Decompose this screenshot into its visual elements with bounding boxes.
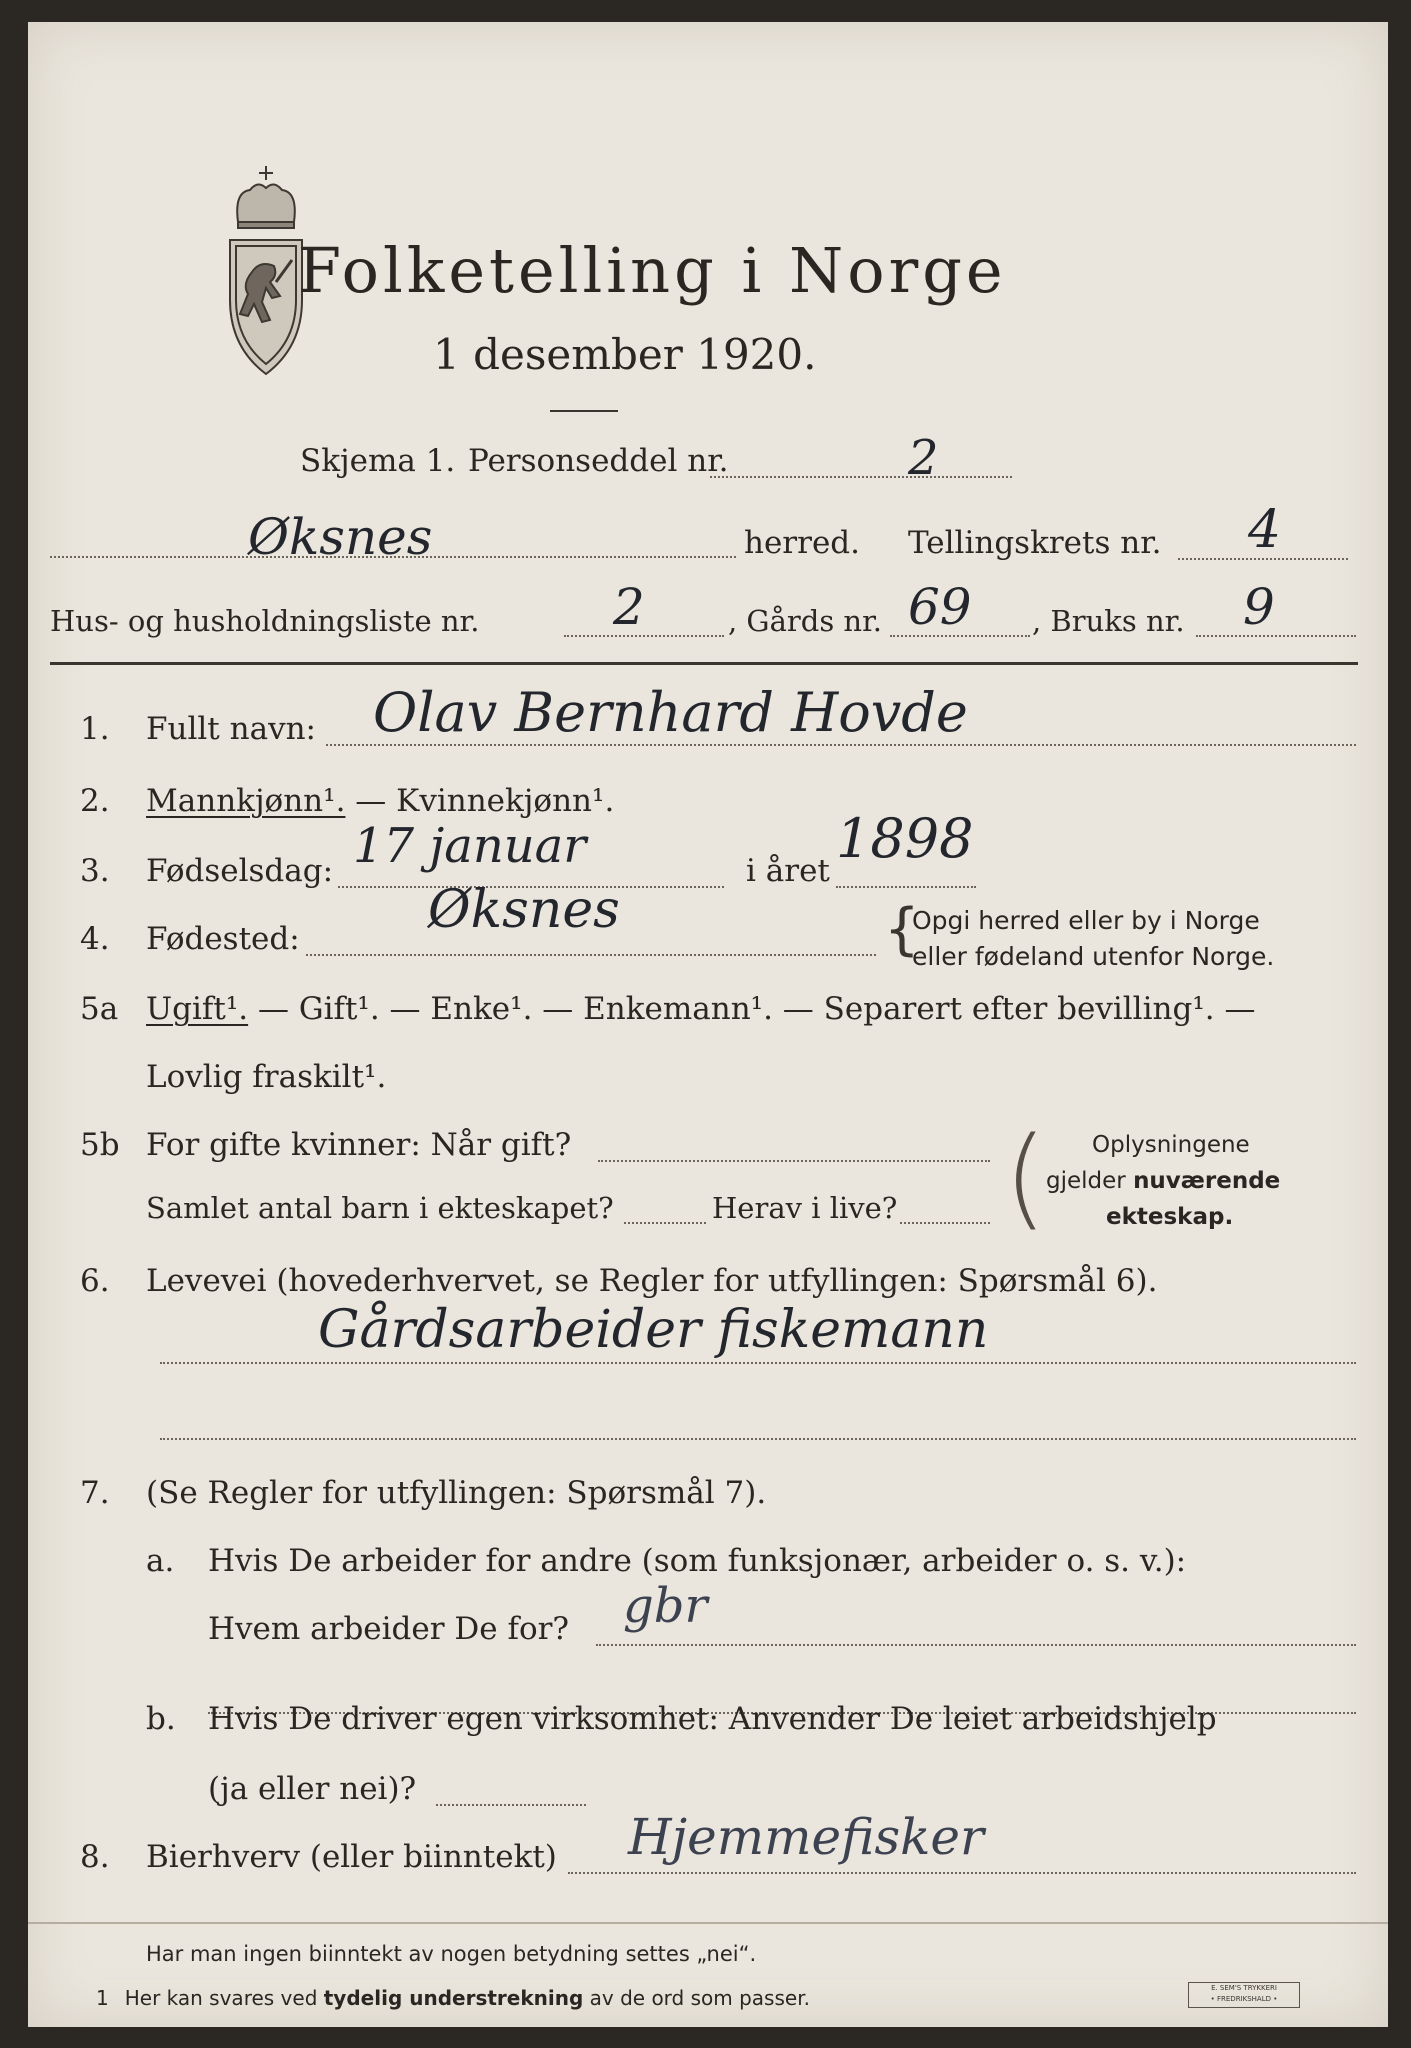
q4-brace: { <box>884 897 920 962</box>
herred-label: herred. <box>744 525 860 561</box>
q5b-note2a: gjelder <box>1046 1168 1134 1194</box>
q2-mann[interactable]: Mannkjønn¹. <box>146 783 346 819</box>
q4-value: Øksnes <box>428 880 620 940</box>
q4-label: Fødested: <box>146 921 300 957</box>
q3-aaret-field[interactable] <box>836 886 976 888</box>
q7a-value: gbr <box>623 1578 708 1634</box>
q5b-label1: For gifte kvinner: Når gift? <box>146 1127 572 1163</box>
q5b-barn-field[interactable] <box>624 1222 706 1224</box>
q5b-note2b: nuværende <box>1133 1168 1281 1194</box>
footnote-b: tydelig understrekning <box>323 1986 584 2010</box>
gards-value: 69 <box>908 578 972 636</box>
q5b-label3: Herav i live? <box>712 1191 898 1225</box>
q5b-label2: Samlet antal barn i ekteskapet? <box>146 1191 614 1225</box>
q5a-options <box>146 991 1256 1027</box>
personseddel-value: 2 <box>908 430 939 486</box>
q2-options <box>146 783 615 819</box>
q5b-naar-gift-field[interactable] <box>598 1160 990 1162</box>
q5b-number: 5b <box>80 1127 120 1163</box>
q8-label: Bierhverv (eller biinntekt) <box>146 1839 557 1875</box>
q8-value: Hjemmefisker <box>628 1808 984 1866</box>
q8-field[interactable] <box>568 1872 1356 1874</box>
q7b-question: (ja eller nei)? <box>208 1771 417 1807</box>
q5b-brace: ( <box>1004 1113 1047 1241</box>
q7-label: (Se Regler for utfyllingen: Spørsmål 7). <box>146 1475 767 1511</box>
q1-label: Fullt navn: <box>146 711 316 747</box>
bruks-label: , Bruks nr. <box>1032 604 1185 638</box>
q3-aaret-label: i året <box>746 853 830 889</box>
q5b-live-field[interactable] <box>900 1222 990 1224</box>
tellingskrets-label: Tellingskrets nr. <box>908 525 1162 561</box>
q3-label: Fødselsdag: <box>146 853 334 889</box>
q7b-field[interactable] <box>436 1804 586 1806</box>
q2-sep: — <box>345 783 397 819</box>
header-rule <box>50 662 1358 665</box>
q5a-number: 5a <box>80 991 119 1027</box>
footnote-number: 1 <box>96 1986 109 2010</box>
hus-label: Hus- og husholdningsliste nr. <box>50 604 480 638</box>
q6-label: Levevei (hovederhvervet, se Regler for utfyllingen: Spørsmål 6). <box>146 1263 1158 1299</box>
printer-stamp <box>1188 1982 1300 2008</box>
q8-number: 8. <box>80 1839 110 1875</box>
q1-value: Olav Bernhard Hovde <box>373 681 968 744</box>
q3-value: 17 januar <box>353 818 587 874</box>
footnote-c: av de ord som passer. <box>583 1986 810 2010</box>
bruks-value: 9 <box>1243 578 1275 636</box>
printer-line2: • FREDRIKSHALD • <box>1210 1995 1278 2003</box>
q7-number: 7. <box>80 1475 110 1511</box>
q6-field-2[interactable] <box>160 1438 1356 1440</box>
footer-note: Har man ingen biinntekt av nogen betydning settes „nei“. <box>146 1942 757 1966</box>
bruks-field[interactable] <box>1196 635 1356 637</box>
q1-number: 1. <box>80 711 110 747</box>
q5b-note1: Oplysningene <box>1092 1132 1250 1158</box>
q5a-ugift[interactable]: Ugift¹. <box>146 991 249 1027</box>
q6-field-1[interactable] <box>160 1362 1356 1364</box>
census-form <box>28 22 1388 2027</box>
q5b-note2 <box>1046 1170 1280 1193</box>
q3-aaret-value: 1898 <box>836 807 974 870</box>
personseddel-field[interactable] <box>710 476 1012 478</box>
footer-rule <box>28 1922 1388 1924</box>
q6-value: Gårdsarbeider fiskemann <box>318 1300 989 1360</box>
q7a-text: Hvis De arbeider for andre (som funksjonær, arbeider o. s. v.): <box>208 1543 1187 1579</box>
q4-note1: Opgi herred eller by i Norge <box>912 906 1260 935</box>
q5a-line2[interactable]: Lovlig fraskilt¹. <box>146 1059 387 1095</box>
q1-field[interactable] <box>326 744 1356 746</box>
footnote <box>96 1988 810 2008</box>
personseddel-label: Personseddel nr. <box>468 443 729 479</box>
q7a-question: Hvem arbeider De for? <box>208 1611 570 1647</box>
q5b-note3: ekteskap. <box>1106 1204 1234 1230</box>
q2-number: 2. <box>80 783 110 819</box>
q4-field[interactable] <box>306 954 876 956</box>
title-divider <box>550 410 618 412</box>
q2-kvinne[interactable]: Kvinnekjønn¹. <box>396 783 615 819</box>
q4-number: 4. <box>80 921 110 957</box>
form-date: 1 desember 1920. <box>433 330 817 379</box>
form-title: Folketelling i Norge <box>298 234 1007 307</box>
q7a-letter: a. <box>146 1543 175 1579</box>
footnote-a: Her kan svares ved <box>124 1986 324 2010</box>
q6-number: 6. <box>80 1263 110 1299</box>
q5a-rest[interactable]: — Gift¹. — Enke¹. — Enkemann¹. — Separert efter bevilling¹. — <box>248 991 1256 1027</box>
q7b-text: Hvis De driver egen virksomhet: Anvender De leiet arbeidshjelp <box>208 1701 1217 1737</box>
q4-note2: eller fødeland utenfor Norge. <box>912 942 1275 971</box>
herred-value: Øksnes <box>248 508 433 566</box>
q7b-letter: b. <box>146 1701 176 1737</box>
q7a-field-1[interactable] <box>596 1644 1356 1646</box>
printer-line1: E. SEM'S TRYKKERI <box>1211 1984 1277 1992</box>
hus-value: 2 <box>613 578 645 636</box>
tellingskrets-value: 4 <box>1248 500 1282 560</box>
skjema-label: Skjema 1. <box>300 443 456 479</box>
gards-label: , Gårds nr. <box>728 604 882 638</box>
q3-number: 3. <box>80 853 110 889</box>
